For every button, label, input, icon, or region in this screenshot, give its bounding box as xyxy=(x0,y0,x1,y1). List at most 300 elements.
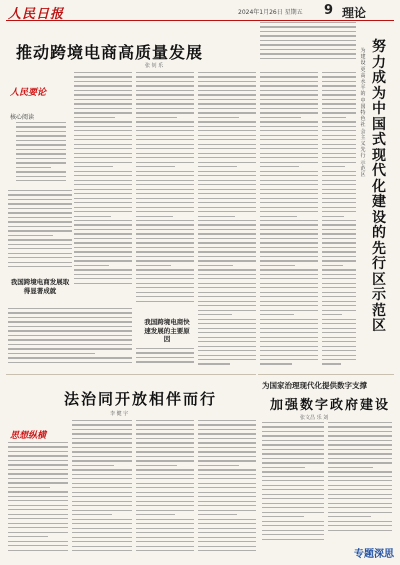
stamp-text: 专题深思 xyxy=(354,549,394,560)
text-line xyxy=(198,130,256,131)
text-line xyxy=(8,505,68,506)
text-line xyxy=(260,359,318,360)
lead-col-3b xyxy=(136,348,194,370)
text-line xyxy=(198,238,256,239)
text-line xyxy=(328,444,392,445)
text-line xyxy=(136,72,194,73)
text-line xyxy=(72,474,132,475)
text-line xyxy=(328,494,392,495)
text-line xyxy=(8,321,132,322)
text-line xyxy=(260,153,318,154)
text-line xyxy=(8,514,68,515)
text-line xyxy=(198,332,256,333)
text-line xyxy=(8,460,68,461)
text-line xyxy=(262,489,324,490)
text-line xyxy=(72,469,132,470)
text-line xyxy=(198,465,239,466)
text-line xyxy=(260,81,318,82)
text-line xyxy=(198,278,256,279)
text-line xyxy=(322,202,356,203)
text-line xyxy=(198,157,256,158)
text-line xyxy=(260,256,318,257)
text-line xyxy=(8,353,95,354)
text-line xyxy=(136,224,194,225)
text-line xyxy=(198,283,256,284)
text-line xyxy=(136,130,194,131)
text-line xyxy=(16,176,66,177)
text-line xyxy=(74,175,132,176)
lead-col-1a xyxy=(8,190,72,272)
text-line xyxy=(74,247,132,248)
text-line xyxy=(328,453,392,454)
text-line xyxy=(74,81,132,82)
text-line xyxy=(136,189,194,190)
lead-col-4 xyxy=(198,72,256,370)
text-line xyxy=(328,440,392,441)
text-line xyxy=(8,536,48,537)
text-line xyxy=(136,90,194,91)
text-line xyxy=(136,519,194,520)
text-line xyxy=(322,319,356,320)
section-divider xyxy=(6,374,256,375)
text-line xyxy=(328,516,371,517)
text-line xyxy=(136,121,194,122)
text-line xyxy=(198,260,256,261)
text-line xyxy=(136,171,194,172)
text-line xyxy=(260,265,295,266)
text-line xyxy=(136,474,194,475)
text-line xyxy=(198,202,256,203)
text-line xyxy=(16,167,51,168)
text-line xyxy=(260,346,318,347)
text-line xyxy=(74,207,132,208)
text-line xyxy=(8,442,68,443)
text-line xyxy=(136,144,194,145)
text-line xyxy=(198,81,256,82)
text-line xyxy=(198,337,256,338)
text-line xyxy=(8,455,68,456)
text-line xyxy=(136,117,177,118)
text-line xyxy=(328,476,392,477)
text-line xyxy=(262,422,324,423)
text-line xyxy=(8,230,72,231)
text-line xyxy=(260,171,318,172)
text-line xyxy=(322,363,341,364)
text-line xyxy=(198,319,256,320)
text-line xyxy=(198,510,256,511)
text-line xyxy=(136,510,194,511)
text-line xyxy=(8,532,68,533)
text-line xyxy=(16,149,66,150)
core-reading-label: 核心阅读 xyxy=(10,114,35,121)
text-line xyxy=(322,292,356,293)
lead-col-1b xyxy=(8,308,132,370)
lead-author: 张 钊 乐 xyxy=(145,63,164,69)
lead-col-5 xyxy=(260,72,318,370)
text-line xyxy=(16,135,66,136)
text-line xyxy=(74,256,132,257)
text-line xyxy=(16,162,66,163)
text-line xyxy=(72,496,132,497)
text-line xyxy=(8,330,132,331)
text-line xyxy=(260,310,318,311)
text-line xyxy=(260,166,299,167)
text-line xyxy=(74,193,132,194)
text-line xyxy=(260,103,318,104)
text-line xyxy=(136,180,194,181)
text-line xyxy=(8,208,72,209)
text-line xyxy=(198,346,256,347)
text-line xyxy=(260,126,318,127)
text-line xyxy=(74,103,132,104)
page-number: 9 xyxy=(324,3,334,18)
bottom-headline: 法治同开放相伴而行 xyxy=(64,390,218,408)
text-line xyxy=(322,184,356,185)
text-line xyxy=(8,473,68,474)
text-line xyxy=(74,144,132,145)
text-line xyxy=(262,462,324,463)
text-line xyxy=(8,266,72,267)
text-line xyxy=(198,121,256,122)
section-name: 理论 xyxy=(342,6,367,20)
text-line xyxy=(136,207,194,208)
text-line xyxy=(74,278,132,279)
text-line xyxy=(198,211,256,212)
text-line xyxy=(136,108,194,109)
text-line xyxy=(262,507,324,508)
text-line xyxy=(198,359,256,360)
text-line xyxy=(322,144,356,145)
text-line xyxy=(136,361,194,362)
text-line xyxy=(322,220,356,221)
digital-kicker: 为国家治理现代化提供数字支撑 xyxy=(262,381,367,390)
text-line xyxy=(322,305,356,306)
text-line xyxy=(322,189,356,190)
text-line xyxy=(8,344,132,345)
text-line xyxy=(262,498,324,499)
text-line xyxy=(136,256,194,257)
text-line xyxy=(136,229,194,230)
text-line xyxy=(198,171,256,172)
text-line xyxy=(260,189,318,190)
text-line xyxy=(198,483,256,484)
text-line xyxy=(322,85,356,86)
text-line xyxy=(74,269,132,270)
text-line xyxy=(74,121,132,122)
text-line xyxy=(262,476,324,477)
text-line xyxy=(136,287,194,288)
text-line xyxy=(322,224,356,225)
text-line xyxy=(136,198,194,199)
text-line xyxy=(198,126,256,127)
text-line xyxy=(328,521,392,522)
text-line xyxy=(136,532,194,533)
text-line xyxy=(260,323,318,324)
text-line xyxy=(328,530,392,531)
text-line xyxy=(198,469,256,470)
text-line xyxy=(262,467,305,468)
bottom-col-2 xyxy=(72,420,132,558)
text-line xyxy=(260,112,318,113)
text-line xyxy=(322,287,356,288)
text-line xyxy=(262,530,324,531)
text-line xyxy=(328,489,392,490)
subhead-2: 我国跨境电商快速发展的主要原因 xyxy=(144,318,190,343)
text-line xyxy=(328,498,392,499)
text-line xyxy=(74,229,132,230)
text-line xyxy=(328,507,392,508)
text-line xyxy=(262,458,324,459)
text-line xyxy=(136,456,194,457)
text-line xyxy=(322,341,356,342)
text-line xyxy=(328,426,392,427)
text-line xyxy=(8,446,68,447)
digital-col-1 xyxy=(262,422,324,546)
text-line xyxy=(72,541,132,542)
text-line xyxy=(322,278,356,279)
text-line xyxy=(260,49,356,50)
text-line xyxy=(322,332,356,333)
right-article-subtitle: 为建设更高水平的中国特色社会主义先行示范区 xyxy=(360,48,366,179)
text-line xyxy=(198,363,230,364)
text-line xyxy=(198,94,256,95)
text-line xyxy=(16,171,66,172)
text-line xyxy=(136,424,194,425)
text-line xyxy=(322,233,356,234)
text-line xyxy=(260,198,318,199)
text-line xyxy=(8,312,132,313)
text-line xyxy=(260,58,356,59)
text-line xyxy=(260,260,318,261)
bottom-col-3 xyxy=(136,420,194,558)
text-line xyxy=(322,94,356,95)
digital-divider xyxy=(258,374,394,375)
text-line xyxy=(328,462,392,463)
text-line xyxy=(198,265,233,266)
text-line xyxy=(260,40,356,41)
text-line xyxy=(74,216,111,217)
text-line xyxy=(322,355,356,356)
dateline: 2024年1月26日 星期五 xyxy=(238,9,303,16)
text-line xyxy=(136,85,194,86)
text-line xyxy=(136,483,194,484)
text-line xyxy=(260,363,292,364)
text-line xyxy=(322,238,356,239)
text-line xyxy=(136,220,194,221)
text-line xyxy=(8,464,68,465)
text-line xyxy=(322,157,356,158)
text-line xyxy=(136,216,173,217)
text-line xyxy=(260,229,318,230)
text-line xyxy=(328,480,392,481)
text-line xyxy=(328,449,392,450)
text-line xyxy=(72,487,132,488)
text-line xyxy=(8,362,132,363)
text-line xyxy=(16,122,66,123)
text-line xyxy=(8,257,72,258)
text-line xyxy=(136,550,194,551)
text-line xyxy=(8,235,53,236)
text-line xyxy=(72,519,132,520)
text-line xyxy=(262,525,324,526)
text-line xyxy=(74,99,132,100)
text-line xyxy=(260,278,318,279)
text-line xyxy=(260,202,318,203)
text-line xyxy=(74,211,132,212)
text-line xyxy=(198,207,256,208)
text-line xyxy=(198,76,256,77)
text-line xyxy=(262,534,324,535)
text-line xyxy=(74,274,132,275)
text-line xyxy=(16,131,66,132)
text-line xyxy=(136,460,194,461)
text-line xyxy=(8,523,68,524)
text-line xyxy=(198,229,256,230)
digital-col-2 xyxy=(328,422,392,538)
text-line xyxy=(136,541,194,542)
text-line xyxy=(322,103,356,104)
text-line xyxy=(260,94,318,95)
text-line xyxy=(136,274,194,275)
text-line xyxy=(260,139,318,140)
text-line xyxy=(198,501,256,502)
text-line xyxy=(322,81,356,82)
text-line xyxy=(260,220,318,221)
text-line xyxy=(260,121,318,122)
text-line xyxy=(322,148,356,149)
text-line xyxy=(74,139,132,140)
text-line xyxy=(74,130,132,131)
text-line xyxy=(8,194,72,195)
text-line xyxy=(260,296,318,297)
text-line xyxy=(198,216,235,217)
text-line xyxy=(8,496,68,497)
text-line xyxy=(260,269,318,270)
text-line xyxy=(74,180,132,181)
text-line xyxy=(136,492,194,493)
text-line xyxy=(322,175,356,176)
text-line xyxy=(262,480,324,481)
text-line xyxy=(322,211,356,212)
text-line xyxy=(322,296,356,297)
masthead xyxy=(6,2,394,21)
text-line xyxy=(198,292,256,293)
text-line xyxy=(322,337,356,338)
text-line xyxy=(74,184,132,185)
text-line xyxy=(198,433,256,434)
text-line xyxy=(136,148,194,149)
text-line xyxy=(322,251,356,252)
text-line xyxy=(260,175,318,176)
bottom-author: 李 健 宇 xyxy=(110,411,129,417)
text-line xyxy=(198,310,256,311)
text-line xyxy=(260,314,294,315)
text-line xyxy=(322,139,356,140)
text-line xyxy=(198,251,256,252)
text-line xyxy=(322,242,356,243)
text-line xyxy=(136,514,175,515)
text-line xyxy=(198,301,256,302)
text-line xyxy=(136,528,194,529)
text-line xyxy=(74,162,132,163)
text-line xyxy=(198,233,256,234)
text-line xyxy=(262,435,324,436)
text-line xyxy=(262,426,324,427)
text-line xyxy=(328,503,392,504)
text-line xyxy=(322,247,356,248)
text-line xyxy=(136,103,194,104)
text-line xyxy=(74,242,132,243)
lead-headline: 推动跨境电商高质量发展 xyxy=(16,43,204,62)
text-line xyxy=(16,144,66,145)
lead-col-2 xyxy=(74,72,132,292)
text-line xyxy=(136,546,194,547)
text-line xyxy=(136,278,194,279)
right-col-top xyxy=(260,22,356,64)
text-line xyxy=(260,108,318,109)
text-line xyxy=(328,471,392,472)
text-line xyxy=(322,130,356,131)
text-line xyxy=(198,487,256,488)
text-line xyxy=(262,512,324,513)
text-line xyxy=(136,429,194,430)
text-line xyxy=(198,189,256,190)
text-line xyxy=(322,260,356,261)
text-line xyxy=(8,326,132,327)
text-line xyxy=(198,474,256,475)
text-line xyxy=(198,148,256,149)
text-line xyxy=(328,458,392,459)
text-line xyxy=(198,438,256,439)
text-line xyxy=(74,198,132,199)
text-line xyxy=(74,108,132,109)
text-line xyxy=(260,233,318,234)
text-line xyxy=(260,207,318,208)
text-line xyxy=(322,328,356,329)
text-line xyxy=(8,357,132,358)
text-line xyxy=(198,72,256,73)
text-line xyxy=(198,328,256,329)
text-line xyxy=(322,108,356,109)
text-line xyxy=(74,112,132,113)
text-line xyxy=(322,310,356,311)
text-line xyxy=(8,203,72,204)
digital-author: 张文昌 乐 刘 xyxy=(300,415,329,421)
feature-stamp xyxy=(354,545,394,560)
text-line xyxy=(260,148,318,149)
text-line xyxy=(328,525,392,526)
text-line xyxy=(198,505,256,506)
text-line xyxy=(260,31,356,32)
text-line xyxy=(136,233,194,234)
text-line xyxy=(72,433,132,434)
text-line xyxy=(198,274,256,275)
text-line xyxy=(136,81,194,82)
text-line xyxy=(136,242,194,243)
text-line xyxy=(328,422,392,423)
text-line xyxy=(322,216,344,217)
text-line xyxy=(260,44,356,45)
text-line xyxy=(136,238,194,239)
text-line xyxy=(322,72,356,73)
text-line xyxy=(198,420,256,421)
text-line xyxy=(322,198,356,199)
text-line xyxy=(260,180,318,181)
text-line xyxy=(74,220,132,221)
text-line xyxy=(260,274,318,275)
text-line xyxy=(328,485,392,486)
text-line xyxy=(72,546,132,547)
